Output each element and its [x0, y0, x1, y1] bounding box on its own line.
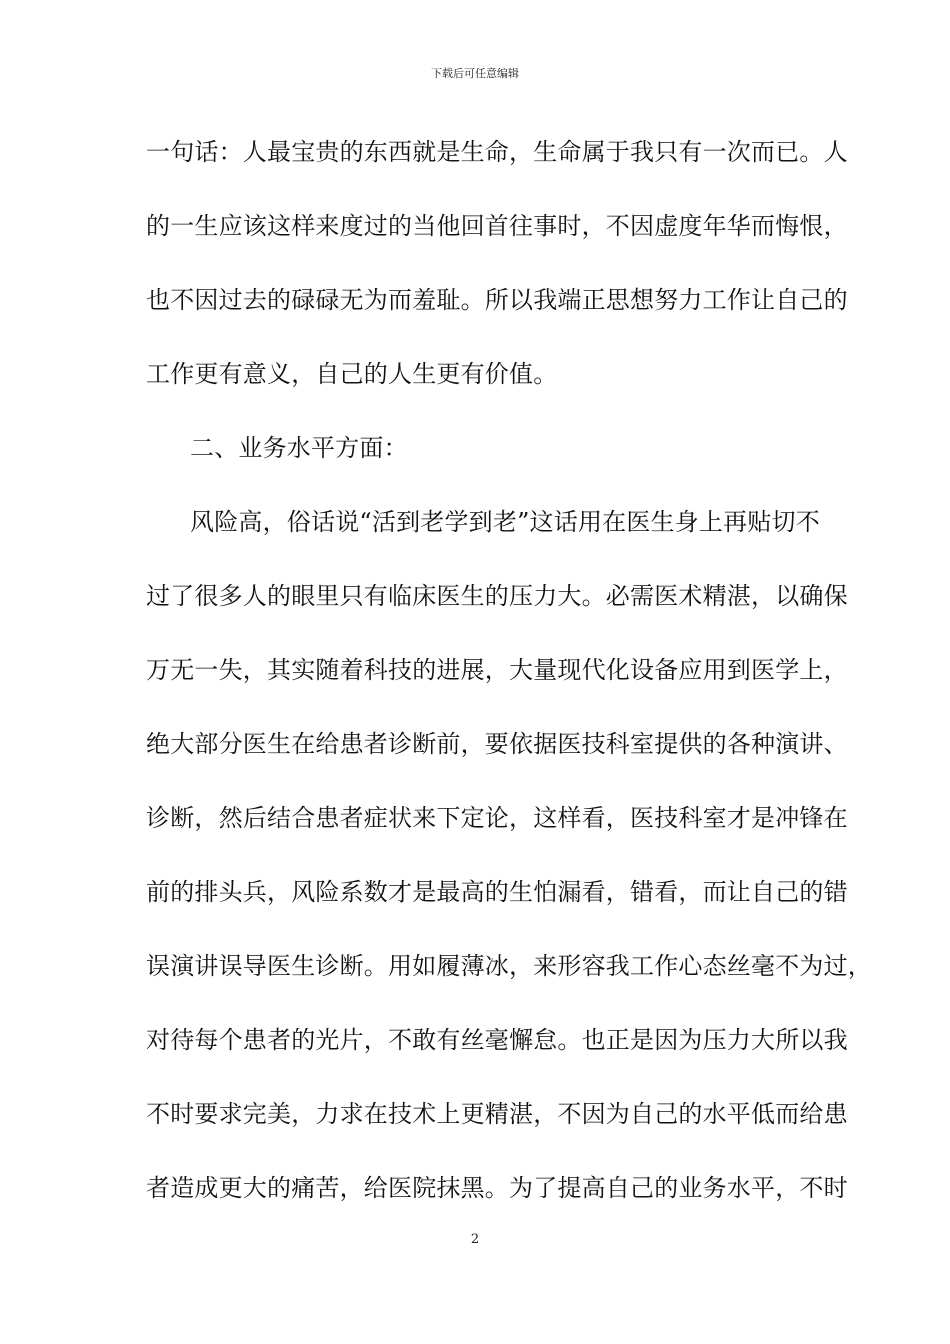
- body-line: 工作更有意义，自己的人生更有价值。: [146, 360, 558, 388]
- body-line: 万无一失，其实随着科技的进展，大量现代化设备应用到医学上，: [146, 656, 848, 684]
- body-line: 不时要求完美，力求在技术上更精湛，不因为自己的水平低而给患: [146, 1100, 848, 1128]
- body-line: 的一生应该这样来度过的当他回首往事时，不因虚度年华而悔恨，: [146, 212, 848, 240]
- body-line: 诊断，然后结合患者症状来下定论，这样看，医技科室才是冲锋在: [146, 804, 848, 832]
- body-line: 绝大部分医生在给患者诊断前，要依据医技科室提供的各种演讲、: [146, 730, 848, 758]
- body-line: 对待每个患者的光片，不敢有丝毫懈怠。也正是因为压力大所以我: [146, 1026, 848, 1054]
- body-line: 误演讲误导医生诊断。用如履薄冰，来形容我工作心态丝毫不为过，: [146, 952, 872, 980]
- section-heading: 二、业务水平方面：: [190, 434, 408, 462]
- body-line: 过了很多人的眼里只有临床医生的压力大。必需医术精湛，以确保: [146, 582, 848, 610]
- body-line: 风险高，俗话说“活到老学到老”这话用在医生身上再贴切不: [190, 508, 820, 536]
- body-line: 者造成更大的痛苦，给医院抹黑。为了提高自己的业务水平，不时: [146, 1174, 848, 1202]
- body-line: 前的排头兵，风险系数才是最高的生怕漏看，错看，而让自己的错: [146, 878, 848, 906]
- body-line: 也不因过去的碌碌无为而羞耻。所以我端正思想努力工作让自己的: [146, 286, 848, 314]
- page-number: 2: [470, 1232, 480, 1247]
- page-header: 下载后可任意编辑: [431, 67, 519, 80]
- body-line: 一句话：人最宝贵的东西就是生命，生命属于我只有一次而已。人: [146, 138, 848, 166]
